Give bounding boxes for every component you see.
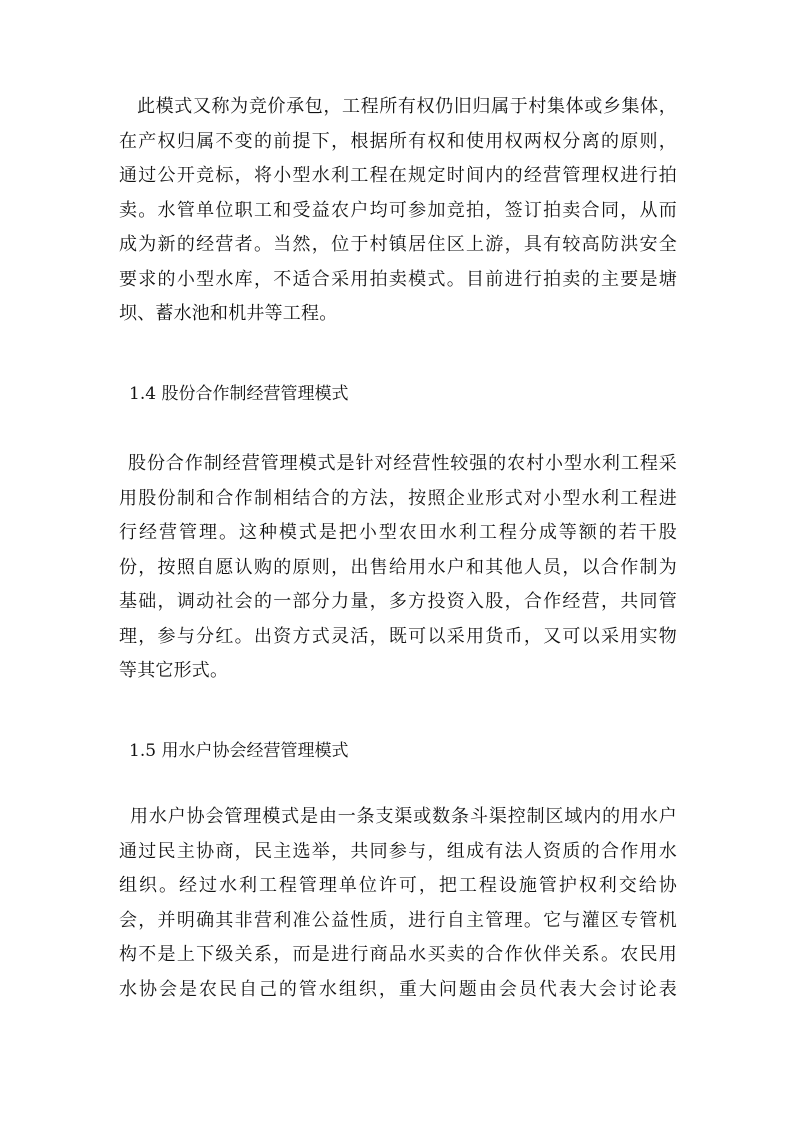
paragraph-shareholding-model <box>119 447 677 689</box>
text-line-content: 等其它形式。 <box>119 660 229 681</box>
text-line-content: 理，参与分红。出资方式灵活，既可以采用货币，又可以采用实物 <box>119 625 677 647</box>
text-line-content: 水协会是农民自己的管水组织，重大问题由会员代表大会讨论表 <box>119 978 677 1000</box>
text-line <box>119 263 677 298</box>
text-line <box>119 800 677 835</box>
text-line-content: 股份合作制经营管理模式是针对经营性较强的农村小型水利工程采 <box>128 453 677 474</box>
text-line <box>119 159 677 194</box>
text-line <box>119 297 677 332</box>
text-line <box>119 835 677 870</box>
section-heading-1-5: 1.5 用水户协会经营管理模式 <box>129 741 349 761</box>
text-line-content: 用股份制和合作制相结合的方法，按照企业形式对小型水利工程进 <box>119 487 677 509</box>
text-line-content: 通过公开竞标，将小型水利工程在规定时间内的经营管理权进行拍 <box>119 165 677 186</box>
text-line <box>119 125 677 160</box>
text-line <box>119 904 677 939</box>
text-line-content: 此模式又称为竞价承包，工程所有权仍旧归属于村集体或乡集体， <box>137 96 677 117</box>
text-line <box>119 194 677 229</box>
text-line-content: 坝、蓄水池和机井等工程。 <box>119 303 338 324</box>
text-line <box>119 551 677 586</box>
section-heading-1-4: 1.4 股份合作制经营管理模式 <box>129 384 349 404</box>
text-line-content: 通过民主协商，民主选举，共同参与，组成有法人资质的合作用水 <box>119 840 677 862</box>
text-line <box>119 90 677 125</box>
text-line-content: 基础，调动社会的一部分力量，多方投资入股，合作经营，共同管 <box>119 591 677 612</box>
text-line-content: 行经营管理。这种模式是把小型农田水利工程分成等额的若干股 <box>119 522 677 543</box>
text-line <box>119 938 677 973</box>
text-line-content: 卖。水管单位职工和受益农户均可参加竞拍，签订拍卖合同，从而 <box>119 199 677 221</box>
text-line-content: 成为新的经营者。当然，位于村镇居住区上游，具有较高防洪安全 <box>119 234 677 255</box>
text-line <box>119 516 677 551</box>
text-line-content: 会，并明确其非营利准公益性质，进行自主管理。它与灌区专管机 <box>119 909 677 931</box>
text-line-content: 要求的小型水库，不适合采用拍卖模式。目前进行拍卖的主要是塘 <box>119 268 677 290</box>
text-line <box>119 447 677 482</box>
text-line-content: 用水户协会管理模式是由一条支渠或数条斗渠控制区域内的用水户 <box>130 806 677 827</box>
text-line <box>119 620 677 655</box>
text-line <box>119 585 677 620</box>
text-line <box>119 654 677 689</box>
text-line <box>119 228 677 263</box>
paragraph-water-user-association <box>119 800 677 1007</box>
text-line <box>119 973 677 1008</box>
text-line-content: 在产权归属不变的前提下，根据所有权和使用权两权分离的原则， <box>119 130 677 152</box>
text-line <box>119 869 677 904</box>
text-line <box>119 482 677 517</box>
text-line-content: 份，按照自愿认购的原则，出售给用水户和其他人员，以合作制为 <box>119 556 677 578</box>
text-line-content: 构不是上下级关系，而是进行商品水买卖的合作伙伴关系。农民用 <box>119 944 677 965</box>
text-line-content: 组织。经过水利工程管理单位许可，把工程设施管护权利交给协 <box>119 875 677 896</box>
paragraph-auction-model <box>119 90 677 332</box>
